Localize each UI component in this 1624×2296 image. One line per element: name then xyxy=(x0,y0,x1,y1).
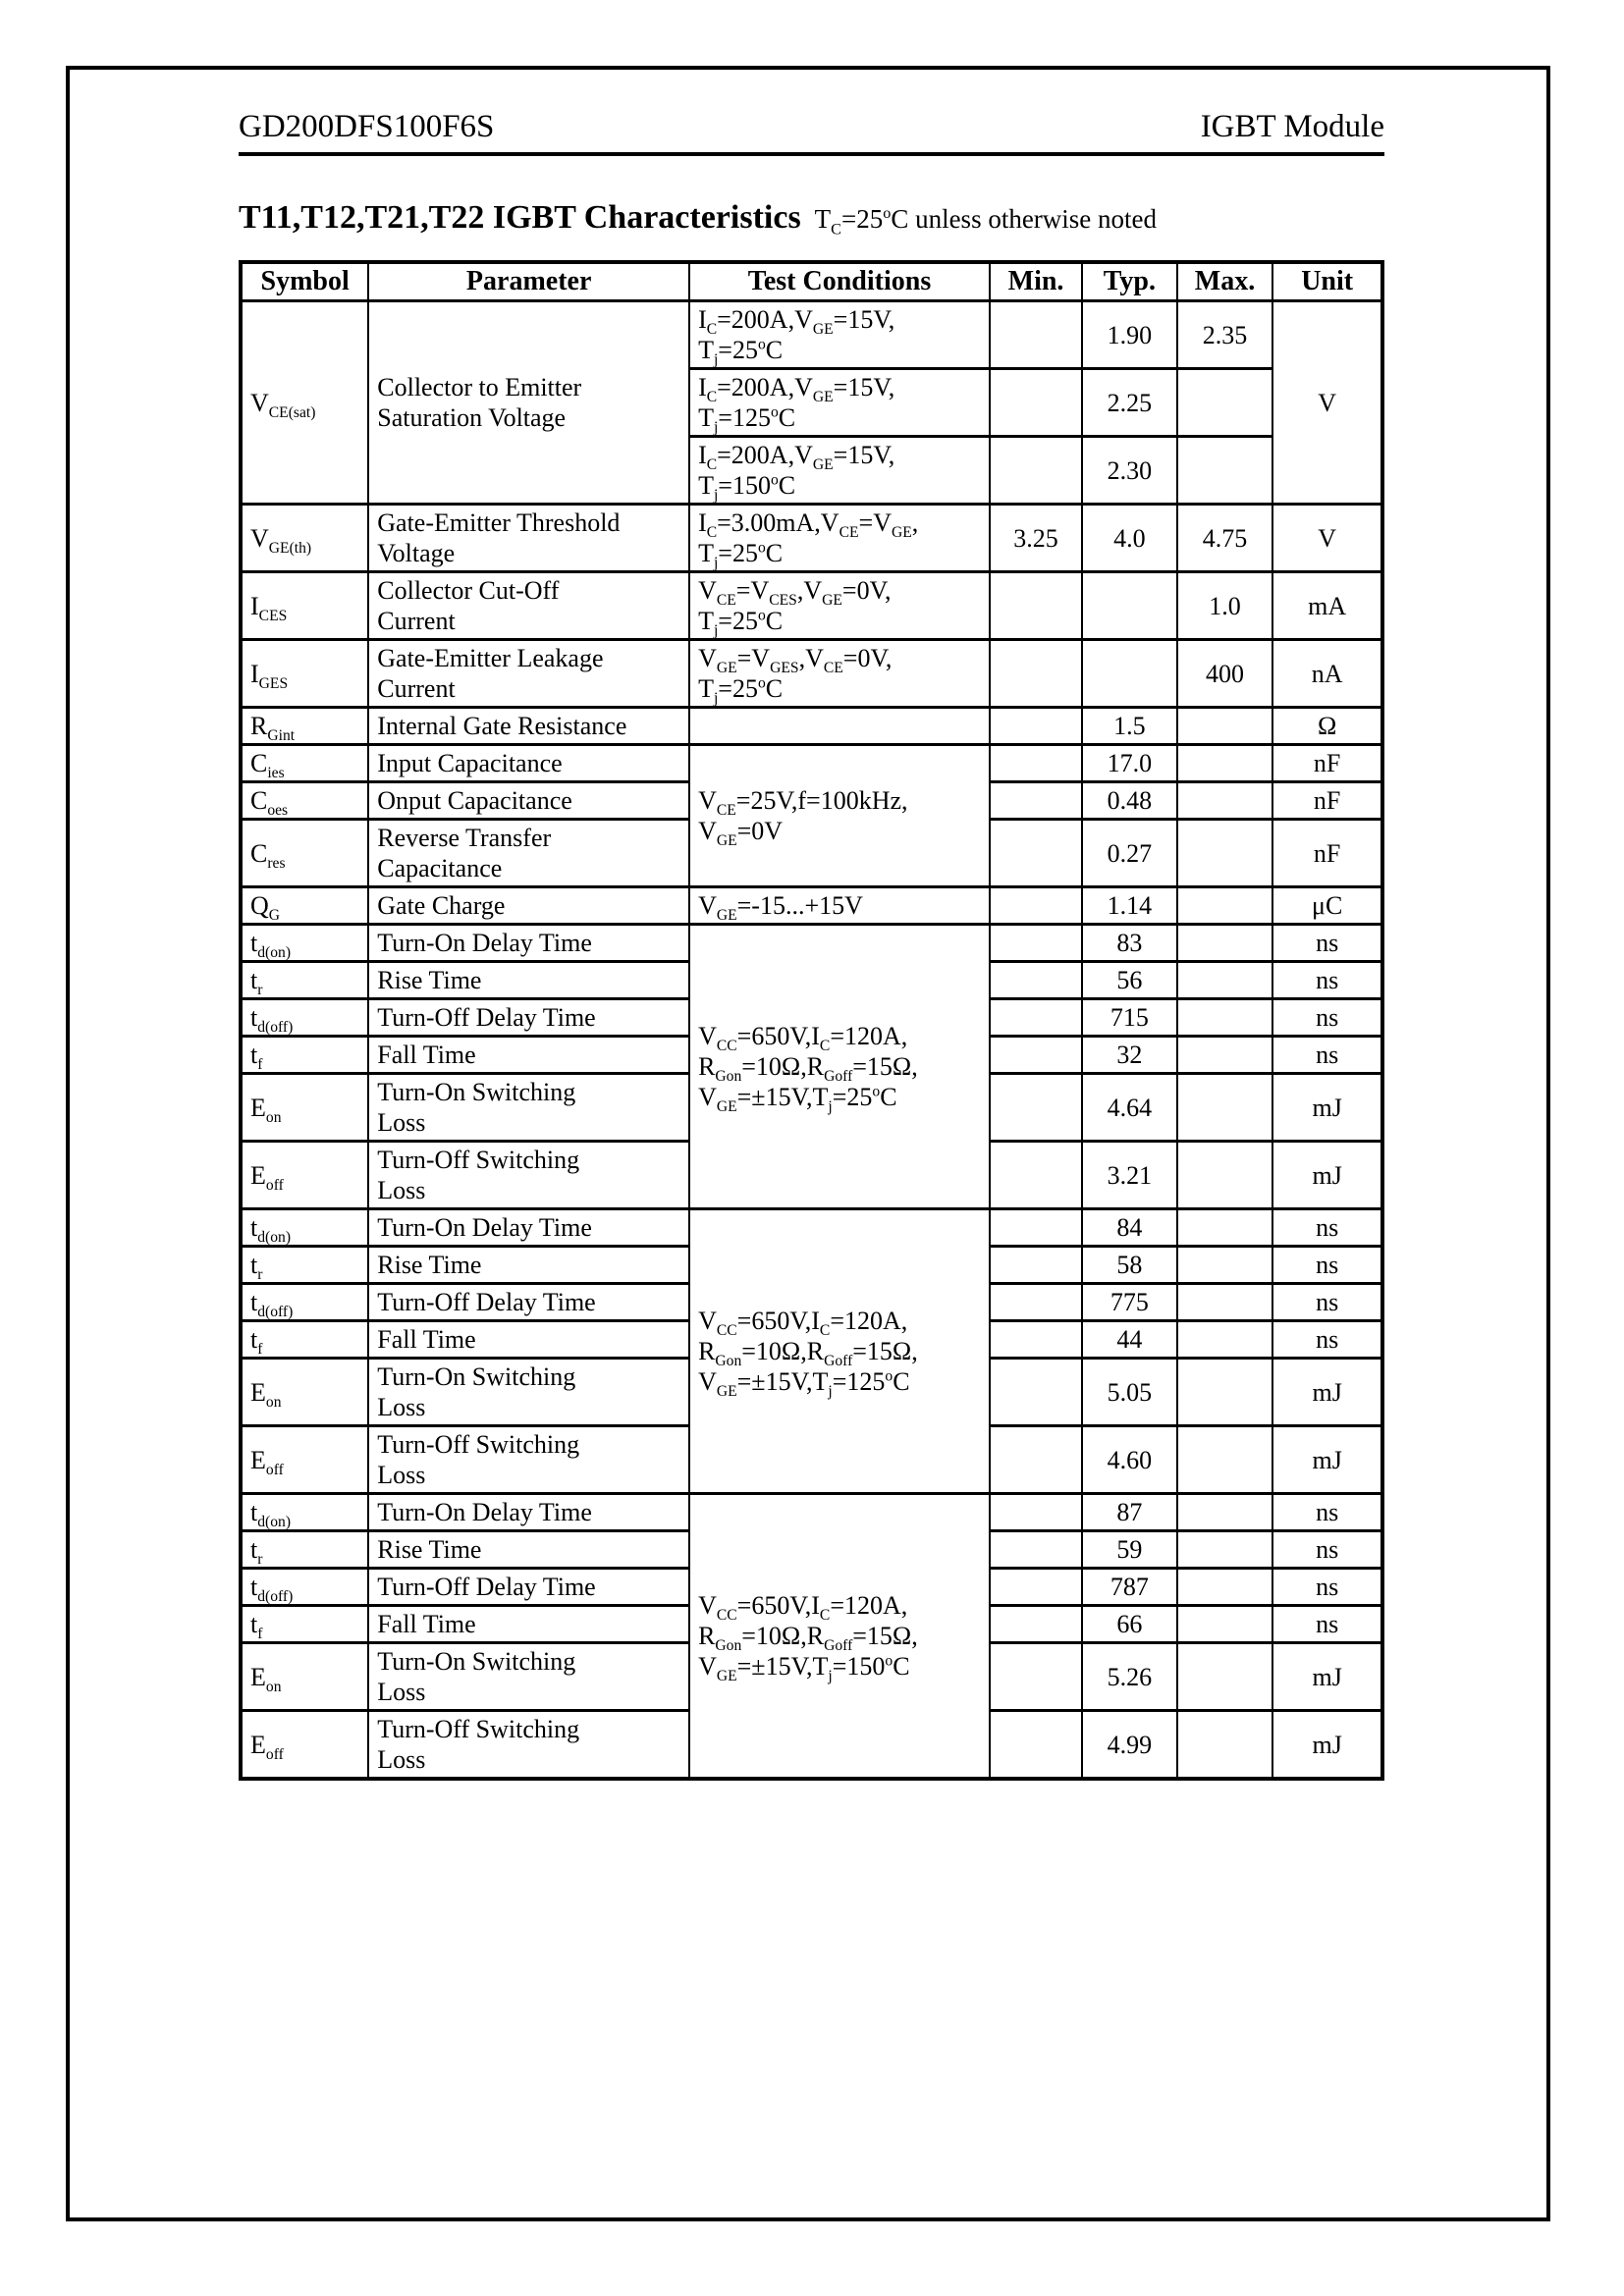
unit-cell: ns xyxy=(1272,1606,1382,1643)
table-row xyxy=(241,301,1382,369)
parameter-cell: Internal Gate Resistance xyxy=(368,708,689,745)
table-row xyxy=(241,887,1382,925)
symbol-cell: $C_{oes}$ xyxy=(241,782,368,820)
unit-cell: nA xyxy=(1272,640,1382,708)
parameter-cell: Turn-On Delay Time xyxy=(368,1494,689,1531)
value-cell: 56 xyxy=(1082,962,1177,999)
value-cell xyxy=(1177,1711,1273,1780)
parameter-cell: Turn-On Switching Loss xyxy=(368,1359,689,1426)
value-cell: 84 xyxy=(1082,1209,1177,1247)
value-cell xyxy=(1177,1247,1273,1284)
value-cell xyxy=(990,640,1082,708)
document-header xyxy=(239,109,1384,156)
value-cell xyxy=(1177,1426,1273,1494)
value-cell xyxy=(1177,1359,1273,1426)
symbol-cell: $t_{d(off)}$ xyxy=(241,999,368,1037)
value-cell xyxy=(990,1359,1082,1426)
column-header: Symbol xyxy=(241,262,368,301)
value-cell: 17.0 xyxy=(1082,745,1177,782)
value-cell xyxy=(990,369,1082,437)
value-cell xyxy=(990,1284,1082,1321)
value-cell xyxy=(1177,1142,1273,1209)
unit-cell: mJ xyxy=(1272,1711,1382,1780)
page-border xyxy=(66,66,1550,2221)
value-cell: 66 xyxy=(1082,1606,1177,1643)
value-cell xyxy=(1177,1569,1273,1606)
value-cell xyxy=(1082,640,1177,708)
value-cell: 2.35 xyxy=(1177,301,1273,369)
unit-cell: ns xyxy=(1272,925,1382,962)
parameter-cell: Turn-On Switching Loss xyxy=(368,1074,689,1142)
unit-cell: ns xyxy=(1272,1247,1382,1284)
conditions-cell: $V_{CE}=25V,f=100kHz$, $V_{GE}=0V$ xyxy=(689,745,990,887)
value-cell: 400 xyxy=(1177,640,1273,708)
value-cell xyxy=(1177,708,1273,745)
value-cell xyxy=(1082,572,1177,640)
symbol-cell: $t_f$ xyxy=(241,1606,368,1643)
symbol-cell: $E_{off}$ xyxy=(241,1142,368,1209)
value-cell: 3.21 xyxy=(1082,1142,1177,1209)
symbol-cell: $E_{on}$ xyxy=(241,1359,368,1426)
value-cell xyxy=(990,1569,1082,1606)
parameter-cell: Rise Time xyxy=(368,1531,689,1569)
parameter-cell: Turn-Off Switching Loss xyxy=(368,1142,689,1209)
unit-cell: ns xyxy=(1272,1321,1382,1359)
symbol-cell: $E_{off}$ xyxy=(241,1426,368,1494)
unit-cell: ns xyxy=(1272,1037,1382,1074)
value-cell: 44 xyxy=(1082,1321,1177,1359)
value-cell: 1.0 xyxy=(1177,572,1273,640)
table-header-row xyxy=(241,262,1382,301)
symbol-cell: $t_{d(on)}$ xyxy=(241,1494,368,1531)
value-cell xyxy=(990,925,1082,962)
unit-cell: nF xyxy=(1272,820,1382,887)
value-cell xyxy=(990,1142,1082,1209)
value-cell: 87 xyxy=(1082,1494,1177,1531)
conditions-cell: $V_{CC}=650V,I_C=120A$, $R_{Gon}=10\Omega,R_{Goff}=15\Omega$, $V_{GE}=\pm 15V,T_j=125^oC$ xyxy=(689,1209,990,1494)
symbol-cell: $t_{d(off)}$ xyxy=(241,1569,368,1606)
value-cell xyxy=(1177,369,1273,437)
value-cell xyxy=(990,999,1082,1037)
value-cell: 0.48 xyxy=(1082,782,1177,820)
column-header: Test Conditions xyxy=(689,262,990,301)
table-row xyxy=(241,745,1382,782)
value-cell xyxy=(990,1531,1082,1569)
value-cell: 787 xyxy=(1082,1569,1177,1606)
value-cell xyxy=(1177,1643,1273,1711)
value-cell xyxy=(1177,999,1273,1037)
value-cell: 5.26 xyxy=(1082,1643,1177,1711)
value-cell xyxy=(1177,1037,1273,1074)
unit-cell: ns xyxy=(1272,962,1382,999)
column-header: Typ. xyxy=(1082,262,1177,301)
parameter-cell: Onput Capacitance xyxy=(368,782,689,820)
unit-cell: nF xyxy=(1272,782,1382,820)
unit-cell: μC xyxy=(1272,887,1382,925)
conditions-cell xyxy=(689,708,990,745)
unit-cell: mJ xyxy=(1272,1643,1382,1711)
symbol-cell: $R_{Gint}$ xyxy=(241,708,368,745)
page-title: T11,T12,T21,T22 IGBT Characteristics xyxy=(239,199,801,236)
conditions-cell: $I_C=200A,V_{GE}=15V$, $T_j=150^oC$ xyxy=(689,437,990,505)
table-row xyxy=(241,1209,1382,1247)
value-cell xyxy=(1177,1284,1273,1321)
value-cell: 1.90 xyxy=(1082,301,1177,369)
symbol-cell: $C_{ies}$ xyxy=(241,745,368,782)
parameter-cell: Turn-Off Delay Time xyxy=(368,1569,689,1606)
symbol-cell: $t_f$ xyxy=(241,1321,368,1359)
parameter-cell: Input Capacitance xyxy=(368,745,689,782)
unit-cell: nF xyxy=(1272,745,1382,782)
symbol-cell: $E_{on}$ xyxy=(241,1643,368,1711)
header-module-type: IGBT Module xyxy=(1200,109,1384,144)
value-cell xyxy=(990,1209,1082,1247)
table-row xyxy=(241,708,1382,745)
value-cell xyxy=(1177,782,1273,820)
value-cell xyxy=(990,962,1082,999)
table-body xyxy=(241,301,1382,1780)
unit-cell: mA xyxy=(1272,572,1382,640)
conditions-cell: $V_{GE}=V_{GES},V_{CE}=0V$, $T_j=25^oC$ xyxy=(689,640,990,708)
parameter-cell: Fall Time xyxy=(368,1606,689,1643)
symbol-cell: $t_f$ xyxy=(241,1037,368,1074)
value-cell xyxy=(1177,1606,1273,1643)
symbol-cell: $t_r$ xyxy=(241,1531,368,1569)
value-cell xyxy=(990,782,1082,820)
column-header: Max. xyxy=(1177,262,1273,301)
value-cell: 2.25 xyxy=(1082,369,1177,437)
conditions-cell: $I_C=200A,V_{GE}=15V$, $T_j=25^oC$ xyxy=(689,301,990,369)
parameter-cell: Turn-Off Delay Time xyxy=(368,1284,689,1321)
value-cell xyxy=(990,572,1082,640)
value-cell: 83 xyxy=(1082,925,1177,962)
unit-cell: mJ xyxy=(1272,1074,1382,1142)
value-cell xyxy=(1177,745,1273,782)
unit-cell: Ω xyxy=(1272,708,1382,745)
value-cell: 5.05 xyxy=(1082,1359,1177,1426)
table-row xyxy=(241,505,1382,572)
value-cell: 59 xyxy=(1082,1531,1177,1569)
parameter-cell: Rise Time xyxy=(368,1247,689,1284)
column-header: Unit xyxy=(1272,262,1382,301)
value-cell xyxy=(990,1247,1082,1284)
symbol-cell: $E_{off}$ xyxy=(241,1711,368,1780)
unit-cell: V xyxy=(1272,301,1382,505)
parameter-cell: Turn-Off Delay Time xyxy=(368,999,689,1037)
table-row xyxy=(241,925,1382,962)
symbol-cell: $t_r$ xyxy=(241,962,368,999)
parameter-cell: Gate Charge xyxy=(368,887,689,925)
parameter-cell: Turn-On Delay Time xyxy=(368,1209,689,1247)
parameter-cell: Collector Cut-Off Current xyxy=(368,572,689,640)
value-cell: 775 xyxy=(1082,1284,1177,1321)
parameter-cell: Fall Time xyxy=(368,1321,689,1359)
parameter-cell: Fall Time xyxy=(368,1037,689,1074)
conditions-cell: $V_{CE}=V_{CES},V_{GE}=0V$, $T_j=25^oC$ xyxy=(689,572,990,640)
symbol-cell: $t_{d(off)}$ xyxy=(241,1284,368,1321)
parameter-cell: Collector to Emitter Saturation Voltage xyxy=(368,301,689,505)
value-cell xyxy=(1177,820,1273,887)
table-row xyxy=(241,1494,1382,1531)
symbol-cell: $t_{d(on)}$ xyxy=(241,925,368,962)
unit-cell: mJ xyxy=(1272,1426,1382,1494)
value-cell xyxy=(1177,1321,1273,1359)
value-cell xyxy=(990,1426,1082,1494)
value-cell xyxy=(990,1643,1082,1711)
title-block xyxy=(239,199,1384,237)
title-note: $T_C=25^oC$ unless otherwise noted xyxy=(814,204,1158,239)
unit-cell: mJ xyxy=(1272,1142,1382,1209)
value-cell xyxy=(1177,437,1273,505)
conditions-cell: $V_{CC}=650V,I_C=120A$, $R_{Gon}=10\Omega,R_{Goff}=15\Omega$, $V_{GE}=\pm 15V,T_j=150^oC$ xyxy=(689,1494,990,1780)
value-cell: 2.30 xyxy=(1082,437,1177,505)
parameter-cell: Gate-Emitter Leakage Current xyxy=(368,640,689,708)
page-content xyxy=(70,70,1546,1781)
symbol-cell: $I_{GES}$ xyxy=(241,640,368,708)
table-header xyxy=(241,262,1382,301)
parameter-cell: Turn-On Delay Time xyxy=(368,925,689,962)
value-cell: 4.60 xyxy=(1082,1426,1177,1494)
parameter-cell: Turn-On Switching Loss xyxy=(368,1643,689,1711)
value-cell xyxy=(1177,925,1273,962)
symbol-cell: $V_{GE(th)}$ xyxy=(241,505,368,572)
conditions-cell: $I_C=200A,V_{GE}=15V$, $T_j=125^oC$ xyxy=(689,369,990,437)
symbol-cell: $C_{res}$ xyxy=(241,820,368,887)
symbol-cell: $V_{CE(sat)}$ xyxy=(241,301,368,505)
parameter-cell: Reverse Transfer Capacitance xyxy=(368,820,689,887)
conditions-cell: $V_{GE}=-15...+15V$ xyxy=(689,887,990,925)
value-cell: 58 xyxy=(1082,1247,1177,1284)
value-cell xyxy=(1177,887,1273,925)
value-cell xyxy=(990,820,1082,887)
value-cell: 4.75 xyxy=(1177,505,1273,572)
parameter-cell: Turn-Off Switching Loss xyxy=(368,1426,689,1494)
value-cell xyxy=(990,1494,1082,1531)
value-cell xyxy=(990,301,1082,369)
value-cell xyxy=(990,1711,1082,1780)
unit-cell: ns xyxy=(1272,1284,1382,1321)
value-cell xyxy=(990,1321,1082,1359)
symbol-cell: $Q_G$ xyxy=(241,887,368,925)
value-cell: 32 xyxy=(1082,1037,1177,1074)
unit-cell: mJ xyxy=(1272,1359,1382,1426)
unit-cell: ns xyxy=(1272,999,1382,1037)
value-cell: 4.64 xyxy=(1082,1074,1177,1142)
characteristics-table xyxy=(239,260,1384,1781)
value-cell: 4.99 xyxy=(1082,1711,1177,1780)
value-cell: 1.14 xyxy=(1082,887,1177,925)
value-cell: 1.5 xyxy=(1082,708,1177,745)
conditions-cell: $I_C=3.00mA,V_{CE}=V_{GE}$, $T_j=25^oC$ xyxy=(689,505,990,572)
column-header: Min. xyxy=(990,262,1082,301)
value-cell: 3.25 xyxy=(990,505,1082,572)
value-cell xyxy=(990,745,1082,782)
symbol-cell: $E_{on}$ xyxy=(241,1074,368,1142)
parameter-cell: Gate-Emitter Threshold Voltage xyxy=(368,505,689,572)
value-cell xyxy=(1177,1209,1273,1247)
value-cell xyxy=(990,1074,1082,1142)
parameter-cell: Rise Time xyxy=(368,962,689,999)
unit-cell: V xyxy=(1272,505,1382,572)
column-header: Parameter xyxy=(368,262,689,301)
value-cell: 0.27 xyxy=(1082,820,1177,887)
header-part-number: GD200DFS100F6S xyxy=(239,109,495,144)
value-cell xyxy=(990,708,1082,745)
value-cell xyxy=(990,1037,1082,1074)
symbol-cell: $I_{CES}$ xyxy=(241,572,368,640)
unit-cell: ns xyxy=(1272,1209,1382,1247)
symbol-cell: $t_{d(on)}$ xyxy=(241,1209,368,1247)
value-cell xyxy=(1177,1494,1273,1531)
value-cell: 715 xyxy=(1082,999,1177,1037)
symbol-cell: $t_r$ xyxy=(241,1247,368,1284)
unit-cell: ns xyxy=(1272,1531,1382,1569)
value-cell: 4.0 xyxy=(1082,505,1177,572)
value-cell xyxy=(990,1606,1082,1643)
value-cell xyxy=(1177,1531,1273,1569)
unit-cell: ns xyxy=(1272,1494,1382,1531)
conditions-cell: $V_{CC}=650V,I_C=120A$, $R_{Gon}=10\Omega,R_{Goff}=15\Omega$, $V_{GE}=\pm 15V,T_j=25^oC$ xyxy=(689,925,990,1209)
value-cell xyxy=(1177,962,1273,999)
value-cell xyxy=(1177,1074,1273,1142)
table-row xyxy=(241,572,1382,640)
parameter-cell: Turn-Off Switching Loss xyxy=(368,1711,689,1780)
value-cell xyxy=(990,437,1082,505)
unit-cell: ns xyxy=(1272,1569,1382,1606)
table-row xyxy=(241,640,1382,708)
value-cell xyxy=(990,887,1082,925)
